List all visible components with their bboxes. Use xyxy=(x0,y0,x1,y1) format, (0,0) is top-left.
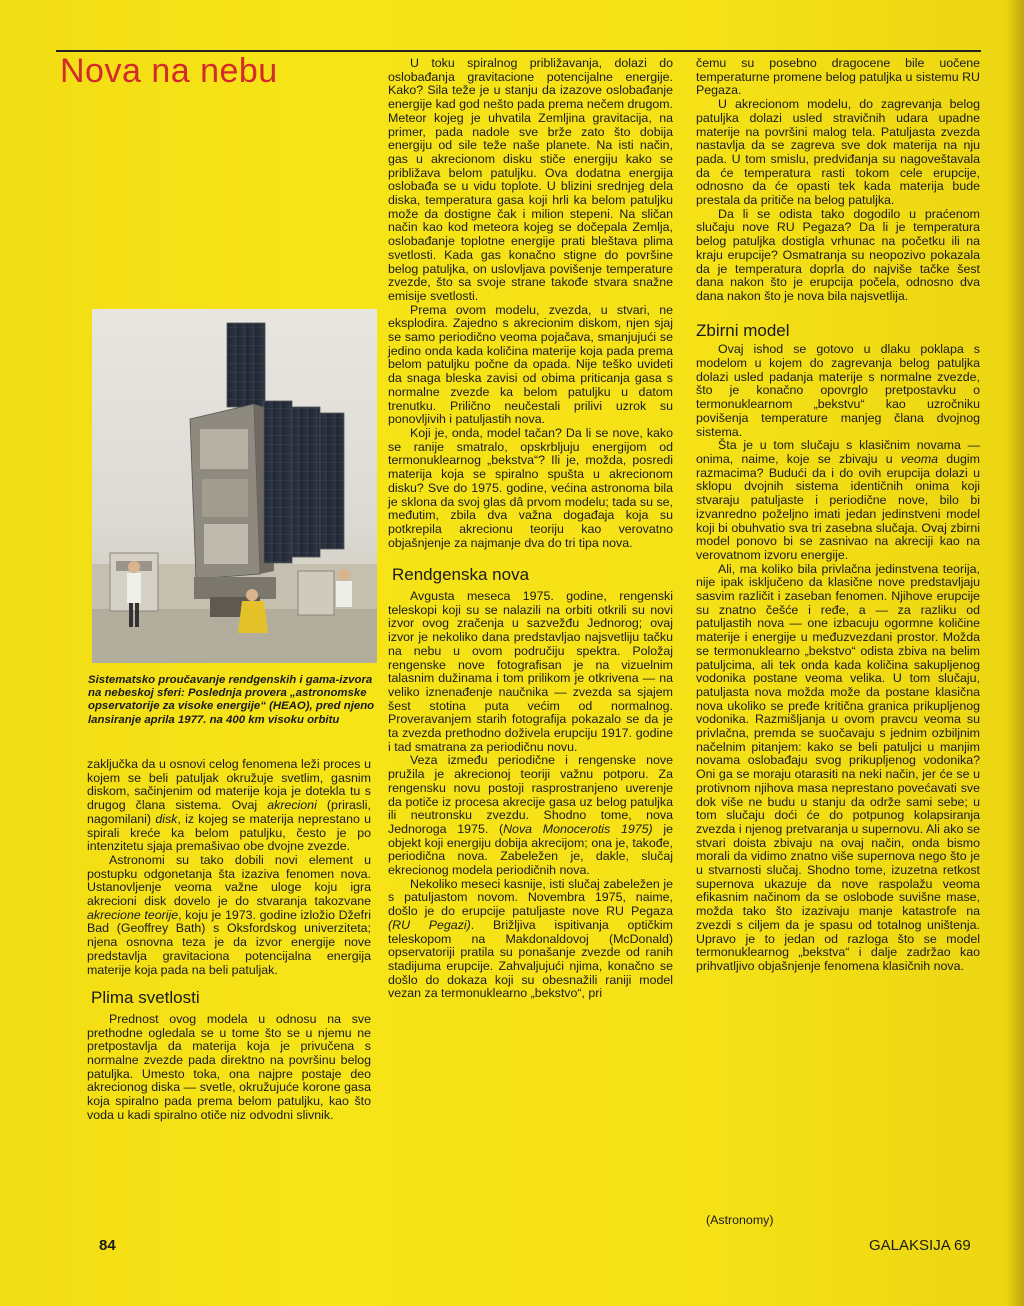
italic-term: veoma xyxy=(900,451,939,466)
paragraph: Prema ovom modelu, zvezda, u stvari, ne eksplodira. Zajedno s akrecionim diskom, njen sjaj se samo periodično veoma pojačava, smanjujući se jedino onda kada količina materije koja pada prema belom patuljku počne da opada. Nije teško uvideti da snaga bleska zavisi od obima priticanja gasa s normalne zvezde ka belom patuljku u datom trenutku. Prilično neučestali prilivi uzrok su ponovljivih i patuljastih nova. xyxy=(388,302,673,427)
paragraph xyxy=(388,754,673,877)
source-credit: (Astronomy) xyxy=(706,1213,774,1227)
paragraph: čemu su posebno dragocene bile uočene temperaturne promene belog patuljka u sistemu RU Pegaza. xyxy=(696,56,980,98)
italic-term: akrecioni xyxy=(267,798,317,813)
text-run: Astronomi su tako dobili novi element u postupku odgonetanja šta izaziva fenomen nova. Ustanovljenje veoma važne uloge koju igra akrecioni disk dovelo je do stvaranja takozvane xyxy=(87,852,371,909)
paragraph: Ali, ma koliko bila privlačna jedinstvena teorija, nije ipak isključeno da klasične nove predstavljaju sasvim različit i zaseban fenomen. Njihove erupcije su znatno češće i ređe, a — za razliku od patuljastih nova — one izbacuju ogormne količine materije i energije u međuzvezdani prostor. Možda se termonuklearno „bekstvo“ odista zbiva na belim patuljcima, ali tek onda kada količina sakupljenog vodonika postane veoma velika. U tom slučaju, patuljasta nova možda može da postane klasična nova ukoliko se pređe kritična granica prikupljenog vodonika. Razmišljanja u ovom pravcu veoma su privlačna, premda se suočavaju s jednim ozbiljnim načelnim pitanjem: kako se beli patuljci u manjim novama oslobađaju svog prikupljenog vodonika? Oni ga se moraju otarasiti na neki način, jer će se u protivnom njihova masa neprestano povećavati sve dok više ne budu u stanju da održe sami sebe; u tom slučaju doći će do potpunog kolapsiranja zvezda i njenog pretvaranja u supernovu. Ali ako se stvari doista zbivaju na ovaj način, onda bismo morali da vidimo znatno više supernova nego što je u stvarnosti slučaj. Shodno tome, izuzetna retkost supernova ukazuje da nove raspolažu veoma efikasnim načinom da se oslobode suvišne mase, možda tako što izazivaju manje katastrofe na zvezdi s ciljem da je spasu od totalnog uništenja. Upravo je to jedan od razloga što se model termonuklearnog „bekstva“ i dalje zadržao kao prihvatljivo objašnjenje fenomena klasičnih nova. xyxy=(696,561,980,973)
satellite-photo xyxy=(92,309,377,663)
text-run: je objekt koji energiju dobija akrecijom; ona je, takođe, periodična nova. Zabeležen je, dakle, slučaj ekrecionog modela periodičnih nova. xyxy=(388,821,673,878)
column-2 xyxy=(388,57,673,1001)
text-run: (prirasli, nagomilani) xyxy=(87,798,371,826)
paragraph: Prednost ovog modela u odnosu na sve prethodne ogledala se u tome što se u njemu ne pretpostavlja da materija koja je privučena s normalne zvezde pada direktno na površinu belog patuljka. Umesto toka, ona najpre postaje deo akrecionog diska — svetle, okružujuće korone gasa koja spiralno pada prema belom patuljku, kao što voda u kadi spiralno otiče niz odvodni slivnik. xyxy=(87,1011,371,1122)
page-number: 84 xyxy=(99,1237,116,1254)
paragraph xyxy=(87,854,371,977)
italic-term: (RU Pegazi) xyxy=(388,917,471,932)
text-run: , koju je 1973. godine izložio Džefri Bad (Geoffrey Bath) s Oksfordskog univerziteta; njena osnovna teza je da izvor energije nove predstavlja gravitaciona potencijalna energija materije koja pada na beli patuljak. xyxy=(87,907,371,977)
satellite-illustration xyxy=(92,309,377,663)
paragraph: Ovaj ishod se gotovo u dlaku poklapa s modelom u kojem do zagrevanja belog patuljka dolazi usled padanja materije s normalne zvezde, što je konačno opovrglo pretpostavku o termonuklearnom „bekstvu“ kao uzročniku povišenja temperature manjeg člana dvojnog sistema. xyxy=(696,342,980,439)
photo-caption: Sistematsko proučavanje rendgenskih i gama-izvora na nebeskoj sferi: Poslednja provera „astronomske opservatorije za visoke energije“ (HEAO), pred njeno lansiranje aprila 1977. na 400 km visoku orbitu xyxy=(88,674,375,726)
article-title: Nova na nebu xyxy=(60,52,278,90)
italic-term: akrecione teorije xyxy=(87,907,179,922)
text-run: , iz kojeg se materija neprestano u spirali kreće ka belom patuljku, često je po intenzitetu sjaja premašivao obe dvojne zvezde. xyxy=(87,811,372,854)
paragraph: Avgusta meseca 1975. godine, rengenski teleskopi koji su se nalazili na orbiti otkrili su novi izvor ovog zračenja u sazvežđu Jednorog; ovaj izvor je nekoliko dana predstavljao najsvetliju tačku na nebu u ovom područiju spektra. Položaj rengenske nove fotografisan je na vizuelnim talasnim dužinama i tom prilikom je otkrivena — na veliko iznenađenje naučnika — zvezda sa sjajem šest stotina puta većim od normalnog. Proveravanjem starih fotografija pokazalo se da je ta zvezda prethodno doživela erupciju 1917. godine i tad smatrana za periodičnu novu. xyxy=(388,589,673,754)
italic-term: disk xyxy=(155,811,178,826)
text-run: . Brižljiva ispitivanja optičkim teleskopom na Makdonaldovoj (McDonald) opservatoriji pratila su ponašanje zvezde od ranih stadijuma erupcije. Zahvaljujući njima, konačno se došlo do dokaza koji su obesnažili raniji model vezan za termonuklearno „bekstvo“, pri xyxy=(388,917,673,1001)
column-1 xyxy=(87,758,371,1123)
paragraph: Koji je, onda, model tačan? Da li se nove, kako se ranije smatralo, opskrbljuju energijom od termonuklearnog „bekstva“? Ili je, možda, posredi materija koja se spiralno spušta u akrecionom disku? Sve do 1975. godine, većina astronoma bila je sklona da svoj glas dâ prvom modelu; tada su se, međutim, zbila dva važna događaja koja su potkrepila akrecionu teoriju kao verovatno objašnjenje za najmanje dva do tri tipa nova. xyxy=(388,425,673,550)
text-run: Šta je u tom slučaju s klasičnim novama — onima, naime, koje se zbivaju u xyxy=(696,438,980,466)
paragraph: U toku spiralnog približavanja, dolazi do oslobađanja gravitacione potencijalne energije. Kako? Sila teže je u stanju da izazove oslobađanje energije kad god nešto pada prema nečem drugom. Meteor kojeg je uhvatila Zemljina gravitacija, na primer, pada nadole sve brže zato što dobija energiju od sile teže naše planete. Na isti način, gas u akrecionom disku stiče energiju kako se približava belom patuljku. Ova dodatna energija oslobađa se u vidu toplote. U blizini srednjeg dela diska, temperatura gasa koji hrli ka belom patuljku može da dostigne čak i milion stepeni. Na sličan način kao kod meteora kojeg se dočepala Zemlja, oslobađanje toplotne energije prati bleštava plima svetlosti. Kada gas konačno stigne do površine belog patuljka, on uslovljava povišenje temperature zvezde, što sa svoje strane takođe stvara snažne emisije svetlosti. xyxy=(388,56,673,303)
text-run: zaključka da u osnovi celog fenomena leži proces u kojem se beli patuljak okružuje svetlim, gasnim diskom, sačinjenim od materije koja je dotekla tu s drugog člana sistema. Ovaj xyxy=(87,757,371,813)
italic-term: Nova Monocerotis 1975) xyxy=(503,821,653,836)
paragraph: U akrecionom modelu, do zagrevanja belog patuljka dolazi usled stravičnih udara upadne materije na površini malog tela. Patuljasta zvezda nastavlja da se zagreva sve dok materija na nju pada. U tom smislu, predviđanja su nagoveštavala da će temperatura rasti tokom cele erupcije, odnosno da će opasti tek kada materija bude prestala da pritiče na belog patuljka. xyxy=(696,97,980,208)
paragraph: Da li se odista tako dogodilo u praćenom slučaju nove RU Pegaza? Da li je temperatura belog patuljka dostigla vrhunac na početku ili na kraju erupcije? Osmatranja su neopozivo pokazala da je temperatura doprla do najviše tačke šest dana nakon što je erupcija počela, odnosno dva dana nakon što je nova bila najsvetlija. xyxy=(696,206,980,303)
section-heading: Plima svetlosti xyxy=(91,988,200,1008)
text-run: dugim razmacima? Budući da i do ovih erupcija dolazi u sklopu dvojnih sistema identičnih onima koji stvaraju patuljaste i periodične nove, bilo bi izvanredno poželjno imati jedan jedinstveni model koji bi obuhvatio sva tri zasebna slučaja. Ovaj zbirni model ponovo bi se zasnivao na akreciji kao na verovatnom izvoru energije. xyxy=(696,451,980,562)
section-heading: Rendgenska nova xyxy=(392,565,530,585)
section-heading: Zbirni model xyxy=(696,320,790,340)
text-run: Veza između periodične i rengenske nove pružila je akrecionoj teoriji važnu potporu. Za rengensku novu postoji rasprostranjeno uverenje da potiče iz procesa akrecije gasa uz belog patuljka ili neutronsku zvezdu. Shodno tome, nova Jednoroga 1975. ( xyxy=(388,753,673,836)
paragraph xyxy=(87,758,371,854)
text-run: Nekoliko meseci kasnije, isti slučaj zabeležen je s patuljastom novom. Novembra 1975, naime, došlo je do erupcije patuljaste nove RU Pegaza xyxy=(388,876,673,919)
paragraph xyxy=(388,878,673,1001)
column-3 xyxy=(696,57,980,974)
folio: GALAKSIJA 69 xyxy=(869,1237,971,1254)
paragraph xyxy=(696,439,980,562)
